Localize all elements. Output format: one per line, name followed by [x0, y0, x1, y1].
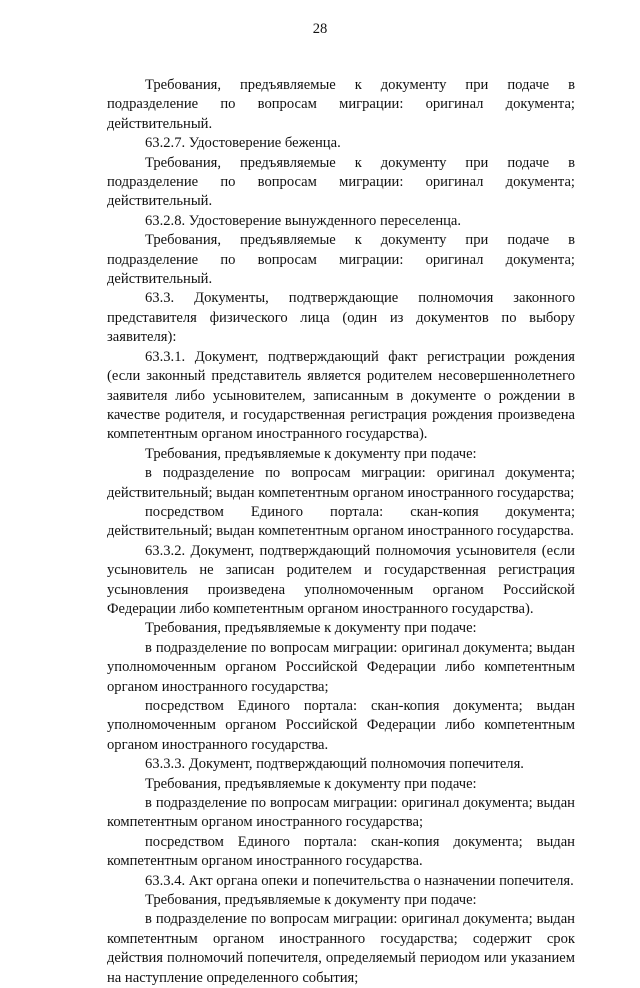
- paragraph: посредством Единого портала: скан-копия документа; выдан уполномоченным органом Российской Федерации либо компетентным органом иностранного государства.: [107, 698, 575, 753]
- paragraph: в подразделение по вопросам миграции: оригинал документа; выдан компетентным органом иностранного государства; содержит срок действия полномочий попечителя, определяемый периодом или указанием на наступление определенного события;: [107, 911, 575, 986]
- paragraph: Требования, предъявляемые к документу при подаче:: [145, 445, 477, 462]
- page-number: 28: [312, 21, 328, 37]
- paragraph: посредством Единого портала: скан-копия документа; выдан компетентным органом иностранного государства.: [107, 833, 575, 870]
- section-heading: 63.2.7. Удостоверение беженца.: [145, 135, 341, 152]
- section-heading: 63.3.3. Документ, подтверждающий полномочия попечителя.: [145, 756, 524, 773]
- paragraph: в подразделение по вопросам миграции: оригинал документа; действительный; выдан компетентным органом иностранного государства;: [107, 465, 575, 501]
- paragraph: Требования, предъявляемые к документу при подаче:: [145, 775, 477, 792]
- document-body: [107, 76, 575, 988]
- section-heading: 63.3. Документы, подтверждающие полномочия законного представителя физического лица (один из документов по выбору заявителя):: [107, 290, 575, 346]
- paragraph: посредством Единого портала: скан-копия документа; действительный; выдан компетентным органом иностранного государства.: [107, 503, 575, 540]
- paragraph: в подразделение по вопросам миграции: оригинал документа; выдан уполномоченным органом Российской Федерации либо компетентным органом иностранного государства;: [107, 639, 575, 695]
- paragraph: Требования, предъявляемые к документу при подаче:: [145, 892, 477, 909]
- section-heading: 63.3.4. Акт органа опеки и попечительства о назначении попечителя.: [145, 872, 574, 889]
- paragraph: Требования, предъявляемые к документу при подаче:: [145, 620, 477, 637]
- paragraph: Требования, предъявляемые к документу при подаче в подразделение по вопросам миграции: оригинал документа; действительный.: [107, 232, 575, 288]
- paragraph: 63.3.1. Документ, подтверждающий факт регистрации рождения (если законный представитель является родителем несовершеннолетнего заявителя либо усыновителем, записанным в документе о рождении в качестве родителя, и государственная регистрация рождения произведена компетентным органом иностранного государства).: [107, 348, 575, 443]
- paragraph: 63.3.2. Документ, подтверждающий полномочия усыновителя (если усыновитель не записан родителем и государственная регистрация усыновления произведена уполномоченным органом Российской Федерации либо компетентным органом иностранного государства).: [107, 542, 575, 617]
- section-heading: 63.2.8. Удостоверение вынужденного переселенца.: [145, 212, 462, 229]
- paragraph: Требования, предъявляемые к документу при подаче в подразделение по вопросам миграции: оригинал документа; действительный.: [107, 154, 575, 210]
- paragraph: в подразделение по вопросам миграции: оригинал документа; выдан компетентным органом иностранного государства;: [107, 795, 575, 831]
- paragraph: Требования, предъявляемые к документу при подаче в подразделение по вопросам миграции: оригинал документа; действительный.: [107, 77, 575, 132]
